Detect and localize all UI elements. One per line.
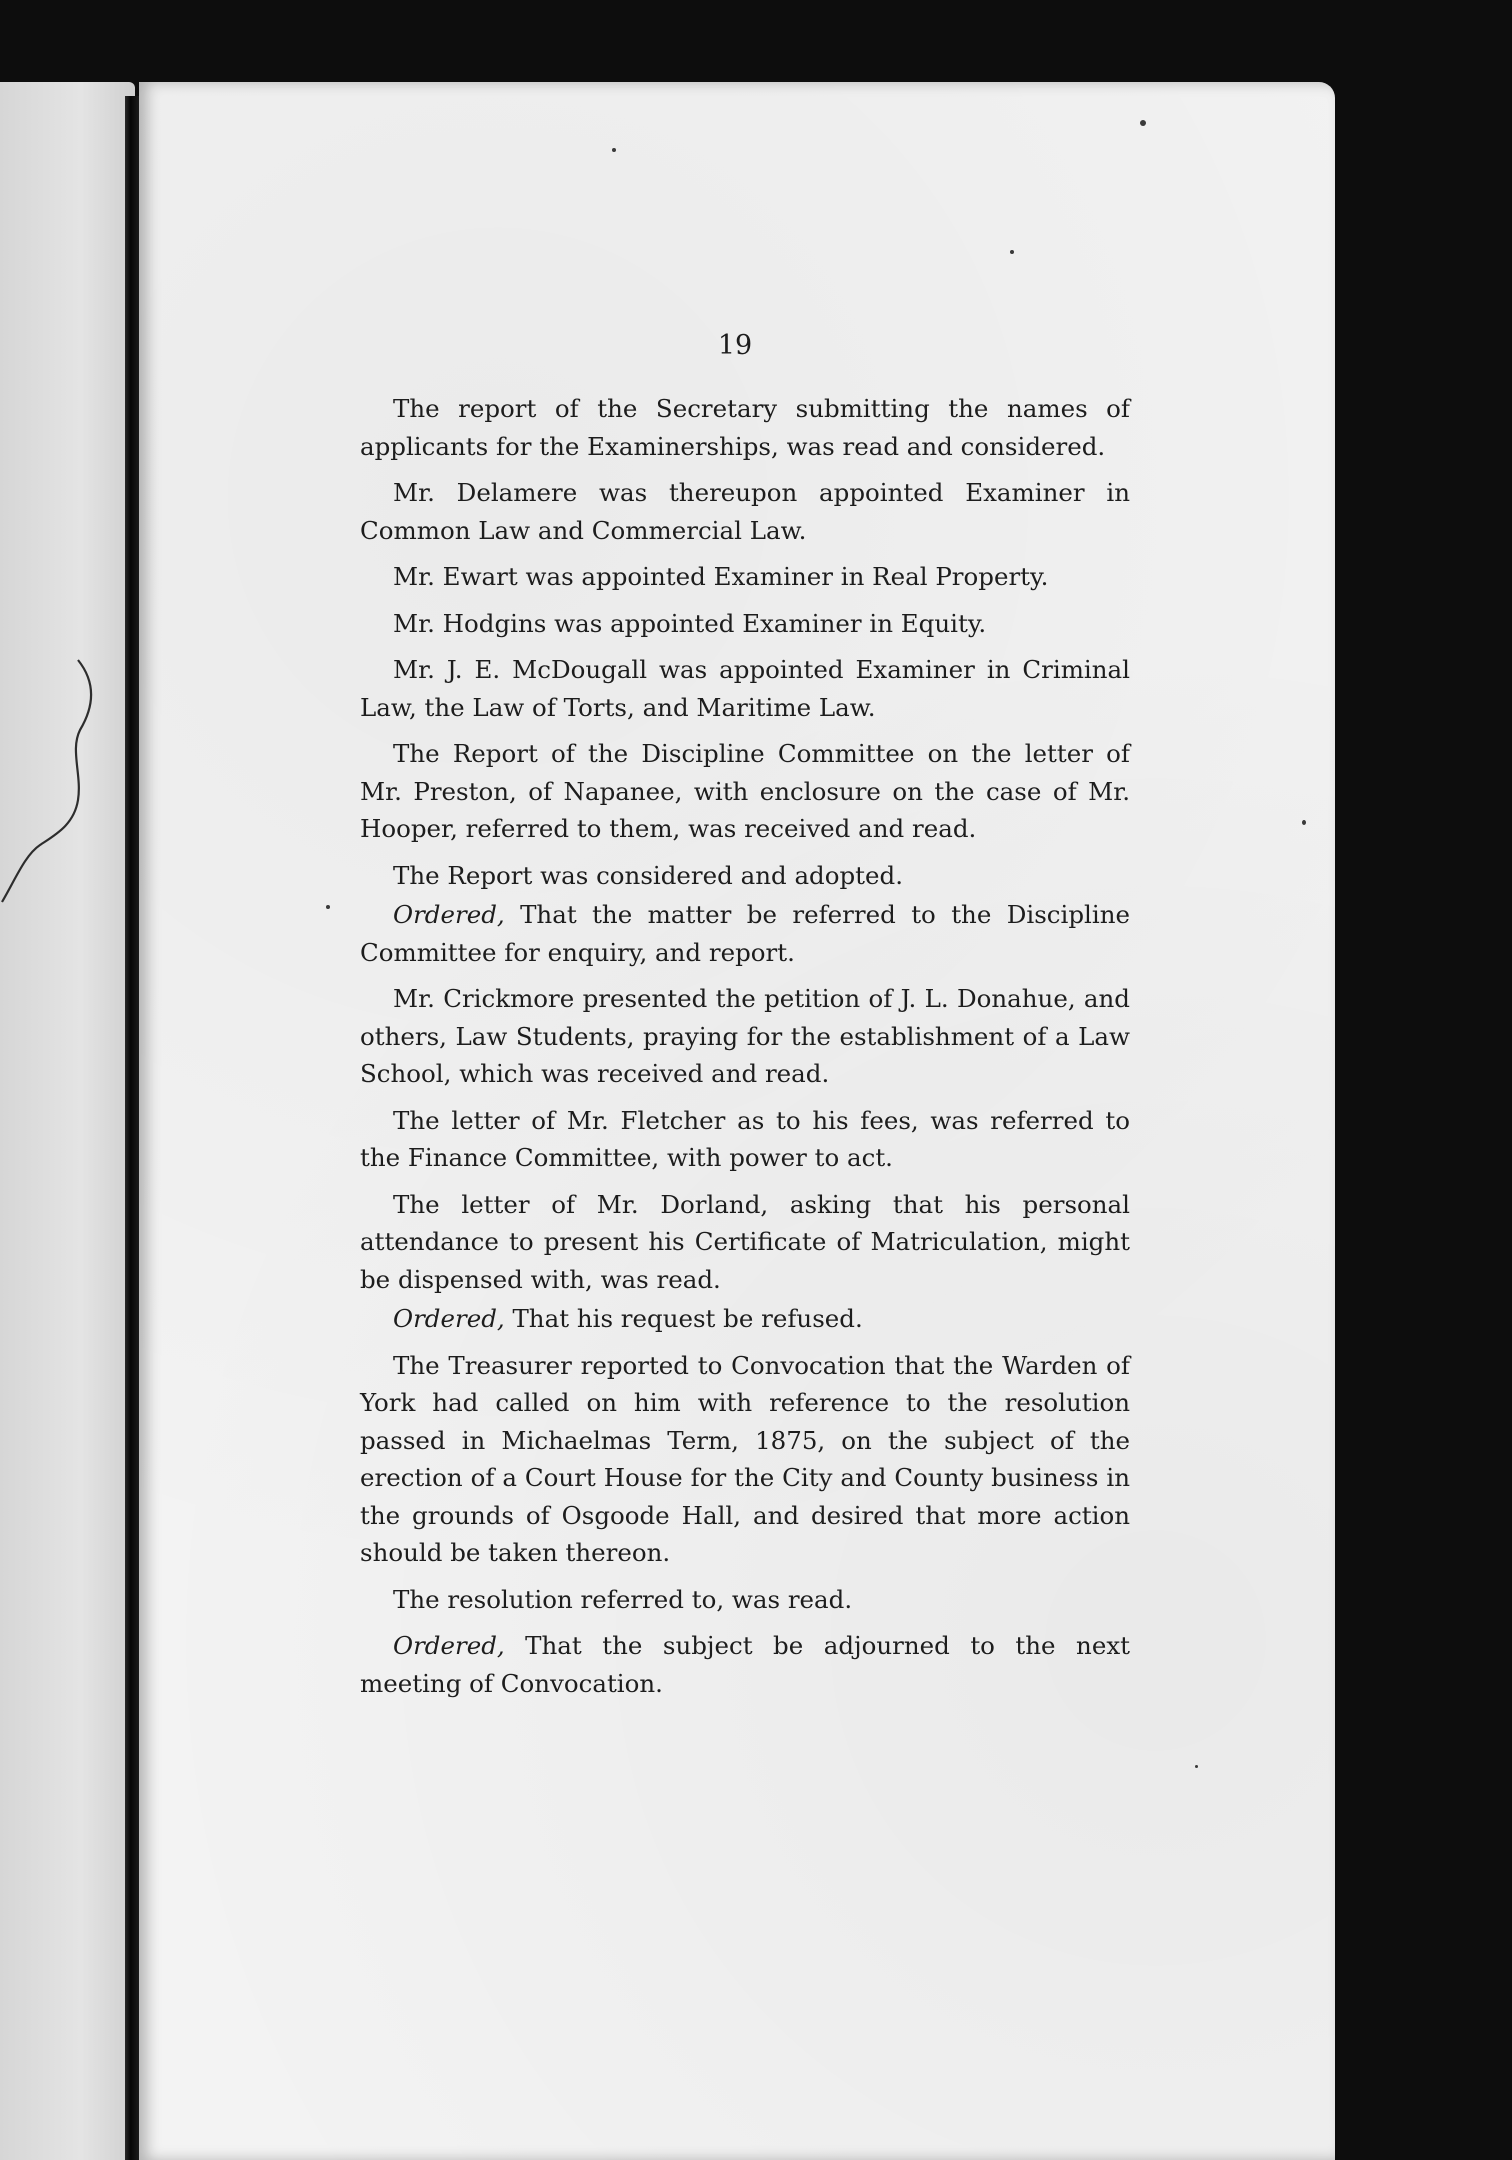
paragraph: The letter of Mr. Fletcher as to his fees, was referred to the Finance Committee, with power to act. [360, 1105, 1130, 1172]
ink-speck [1010, 250, 1014, 254]
ordered-label: Ordered, [393, 900, 505, 929]
page-number: 19 [717, 330, 753, 361]
paragraph: Mr. Delamere was thereupon appointed Examiner in Common Law and Commercial Law. [360, 478, 1130, 545]
paragraph: The letter of Mr. Dorland, asking that his personal attendance to present his Certificate of Matriculation, might be dispensed with, was read. [360, 1189, 1130, 1294]
ink-speck [1195, 1765, 1198, 1768]
ink-speck [1302, 820, 1306, 825]
paragraph: The Treasurer reported to Convocation that the Warden of York had called on him with reference to the resolution passed in Michaelmas Term, 1875, on the subject of the erection of a Court House for the City and County business in the grounds of Osgoode Hall, and desired that more action should be taken thereon. [360, 1350, 1130, 1567]
paragraph: The Report was considered and adopted. [393, 860, 903, 890]
paragraph: Mr. Hodgins was appointed Examiner in Equity. [393, 608, 987, 638]
book-gutter [125, 96, 139, 2160]
paragraph: The report of the Secretary submitting the names of applicants for the Examinerships, was read and considered. [360, 394, 1130, 461]
ordered-label: Ordered, [393, 1631, 505, 1660]
ordered-paragraph: Ordered, That his request be refused. [393, 1304, 863, 1333]
paragraph: Mr. Ewart was appointed Examiner in Real Property. [393, 562, 1049, 591]
paragraph: Mr. Crickmore presented the petition of J. L. Donahue, and others, Law Students, praying for the establishment of a Law School, which was received and read. [360, 984, 1130, 1088]
ordered-label: Ordered, [393, 1304, 505, 1333]
ordered-paragraph: Ordered, That the subject be adjourned to the next meeting of Convocation. [360, 1631, 1130, 1698]
ink-speck [326, 905, 330, 909]
paragraph: Mr. J. E. McDougall was appointed Examiner in Criminal Law, the Law of Torts, and Maritime Law. [360, 655, 1130, 722]
ink-speck [1140, 120, 1146, 126]
paragraph: The resolution referred to, was read. [393, 1584, 853, 1614]
ordered-paragraph: Ordered, That the matter be referred to the Discipline Committee for enquiry, and report. [360, 900, 1130, 967]
minutes-text-block [360, 390, 1130, 1711]
paragraph: The Report of the Discipline Committee on the letter of Mr. Preston, of Napanee, with enclosure on the case of Mr. Hooper, referred to them, was received and read. [360, 739, 1130, 843]
ink-speck [612, 148, 616, 152]
left-page-edge [0, 82, 135, 2160]
pencil-margin-mark [0, 640, 120, 920]
